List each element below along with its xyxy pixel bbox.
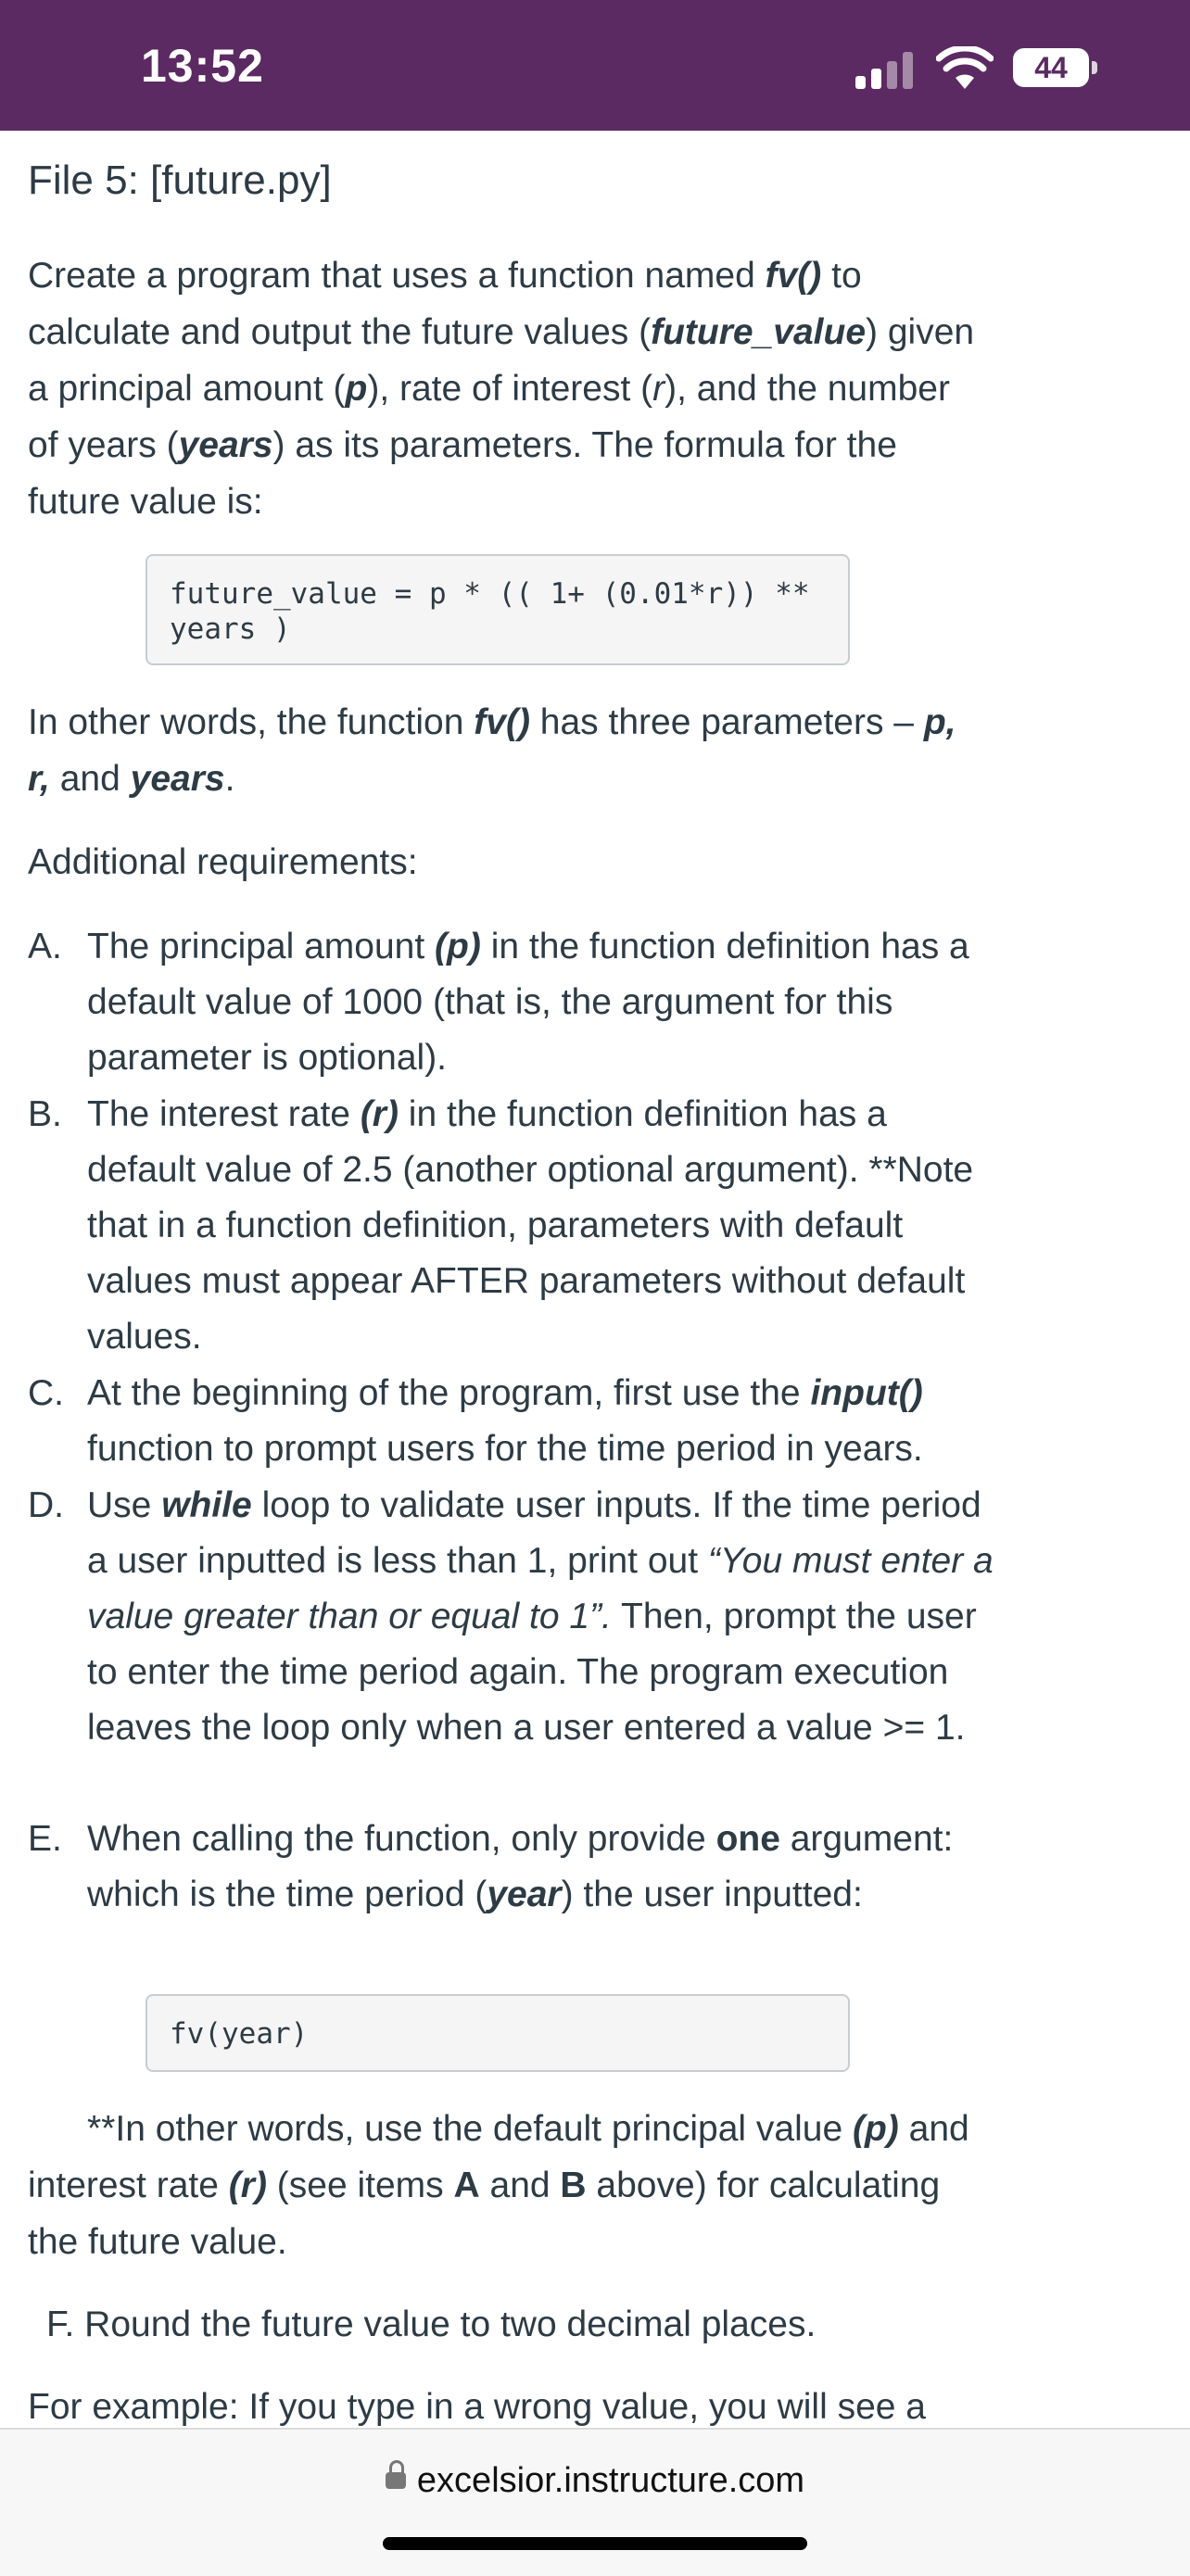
url-field[interactable] — [0, 2461, 1190, 2501]
requirement-text: The interest rate (r) in the function definition has a default value of 2.5 (another optional argument). **Note that in a function definition, parameters with default values must appear AFTER parameters without default values. — [87, 1094, 974, 1357]
requirement-text: At the beginning of the program, first use the input() function to prompt users for the time period in years. — [87, 1373, 923, 1469]
additional-requirements-heading: Additional requirements: — [28, 842, 418, 882]
requirement-f: F. Round the future value to two decimal places. — [46, 2305, 817, 2344]
intro-paragraph: Create a program that uses a function named fv() to calculate and output the future values (future_value) given a principal amount (p), rate of interest (r), and the number of years (years) as its parameters. The formula for the future value is: — [28, 256, 975, 522]
default-values-note: **In other words, use the default principal value (p) and interest rate (r) (see items A and B above) for calculating the future value. — [28, 2109, 969, 2262]
lock-icon — [386, 2472, 406, 2489]
function-call-code-block: fv(year) — [146, 1994, 850, 2072]
list-marker: A. — [28, 927, 62, 966]
list-marker: B. — [28, 1094, 62, 1134]
url-text: excelsior.instructure.com — [416, 2461, 805, 2500]
battery-nub — [1092, 61, 1097, 74]
wifi-icon — [936, 46, 994, 91]
parameters-paragraph: In other words, the function fv() has three parameters – p, r, and years. — [28, 702, 956, 799]
list-marker: E. — [28, 1819, 62, 1859]
requirement-text: When calling the function, only provide one argument: which is the time period (year) the user inputted: — [87, 1819, 954, 1914]
list-marker: C. — [28, 1373, 64, 1413]
home-indicator[interactable] — [383, 2537, 807, 2550]
page-title: File 5: [future.py] — [28, 158, 332, 203]
status-bar — [0, 0, 1190, 131]
cellular-signal-icon — [855, 52, 917, 89]
status-time: 13:52 — [141, 40, 264, 92]
browser-address-bar[interactable] — [0, 2428, 1190, 2576]
formula-code-block: future_value = p * (( 1+ (0.01*r)) ** years ) — [146, 554, 850, 665]
requirement-text: Use while loop to validate user inputs. If the time period a user inputted is less than 1, print out “You must enter a value greater than or equal to 1”. Then, prompt the user to enter the time period again. The program execution leaves the loop only when a user entered a value >= 1. — [87, 1485, 994, 1748]
list-marker: D. — [28, 1485, 64, 1525]
example-paragraph: For example: If you type in a wrong value, you will see a — [28, 2387, 926, 2427]
battery-icon: 44 — [1013, 48, 1089, 87]
requirement-text: The principal amount (p) in the function definition has a default value of 1000 (that is, the argument for this parameter is optional). — [87, 927, 969, 1078]
